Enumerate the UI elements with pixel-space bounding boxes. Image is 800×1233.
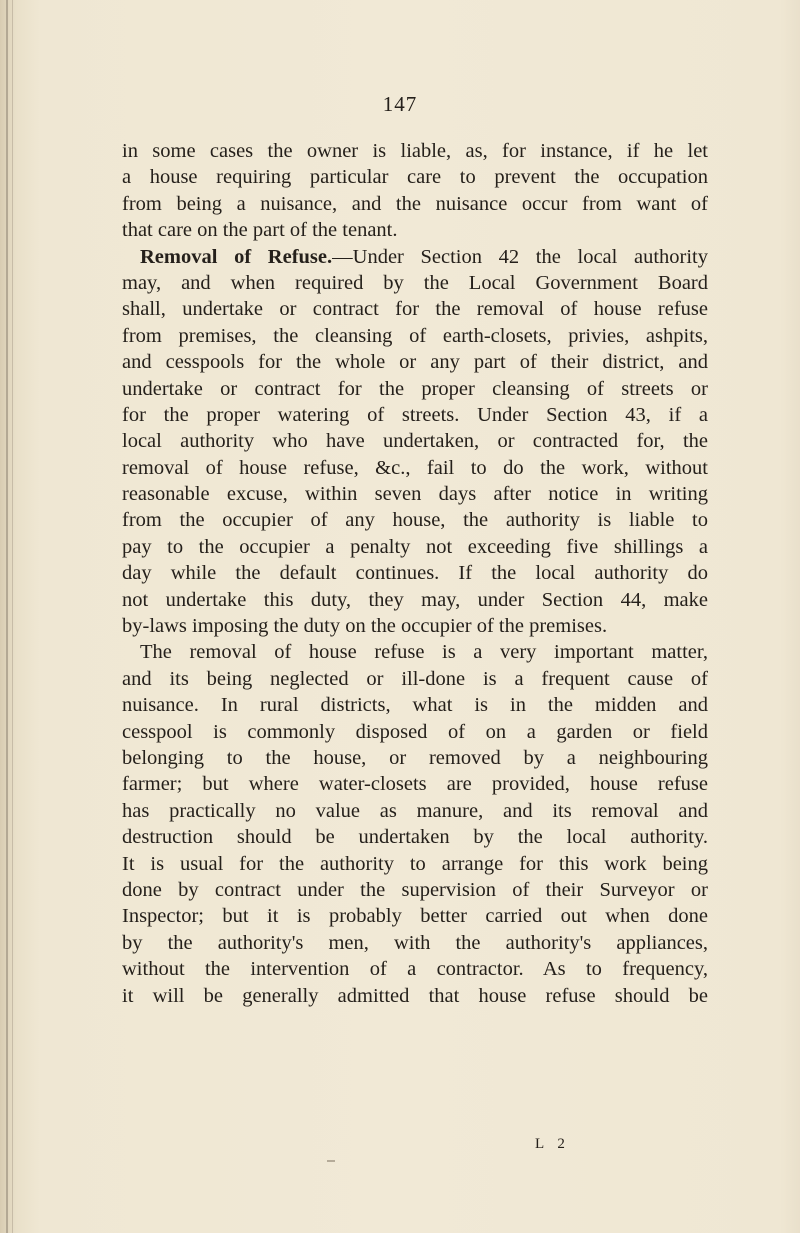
- text-line: It is usual for the authority to arrange for this work being: [122, 852, 708, 875]
- text-line: it will be generally admitted that house refuse should be: [122, 984, 708, 1007]
- text-line: from premises, the cleansing of earth-closets, privies, ashpits,: [122, 324, 708, 347]
- gutter-edge: [6, 0, 8, 1233]
- text-line: without the intervention of a contractor. As to frequency,: [122, 958, 708, 981]
- ink-speck: [327, 1160, 335, 1162]
- text-line: cesspool is commonly disposed of on a garden or field: [122, 720, 708, 743]
- signature-mark: L 2: [535, 1136, 570, 1152]
- text-line: belonging to the house, or removed by a neighbouring: [122, 746, 708, 769]
- text-line: day while the default continues. If the local authority do: [122, 562, 708, 585]
- text-line: farmer; but where water-closets are provided, house refuse: [122, 773, 708, 796]
- text-line: for the proper watering of streets. Under Section 43, if a: [122, 403, 708, 426]
- text-line: by-laws imposing the duty on the occupier of the premises.: [122, 615, 608, 638]
- text-line: has practically no value as manure, and its removal and: [122, 799, 708, 822]
- section-heading-line: [122, 244, 708, 270]
- text-fragment: —Under Section 42 the local authority: [332, 245, 708, 268]
- text-line: from being a nuisance, and the nuisance occur from want of: [122, 192, 708, 215]
- text-line: a house requiring particular care to prevent the occupation: [122, 166, 708, 189]
- text-line: not undertake this duty, they may, under Section 44, make: [122, 588, 708, 611]
- text-line: pay to the occupier a penalty not exceeding five shillings a: [122, 535, 708, 558]
- text-line: may, and when required by the Local Government Board: [122, 271, 708, 294]
- text-line: The removal of house refuse is a very important matter,: [140, 641, 708, 664]
- text-line: that care on the part of the tenant.: [122, 219, 398, 242]
- text-line: and cesspools for the whole or any part of their district, and: [122, 351, 708, 374]
- text-line: by the authority's men, with the authority's appliances,: [122, 931, 708, 954]
- text-line: nuisance. In rural districts, what is in the midden and: [122, 694, 708, 717]
- text-line: done by contract under the supervision of their Surveyor or: [122, 878, 708, 901]
- text-line: destruction should be undertaken by the local authority.: [122, 826, 708, 849]
- page-number: 147: [382, 92, 418, 116]
- text-line: removal of house refuse, &c., fail to do the work, without: [122, 456, 708, 479]
- text-line: Inspector; but it is probably better carried out when done: [122, 905, 708, 928]
- text-line: shall, undertake or contract for the removal of house refuse: [122, 298, 708, 321]
- gutter-edge-inner: [12, 0, 13, 1233]
- text-line: undertake or contract for the proper cleansing of streets or: [122, 377, 708, 400]
- section-heading: Removal of Refuse.: [140, 245, 333, 268]
- text-line: from the occupier of any house, the authority is liable to: [122, 509, 708, 532]
- text-line: reasonable excuse, within seven days after notice in writing: [122, 483, 708, 506]
- text-line: and its being neglected or ill-done is a frequent cause of: [122, 667, 708, 690]
- body-text: [122, 138, 708, 1009]
- text-line: local authority who have undertaken, or contracted for, the: [122, 430, 708, 453]
- text-line: in some cases the owner is liable, as, for instance, if he let: [122, 140, 708, 162]
